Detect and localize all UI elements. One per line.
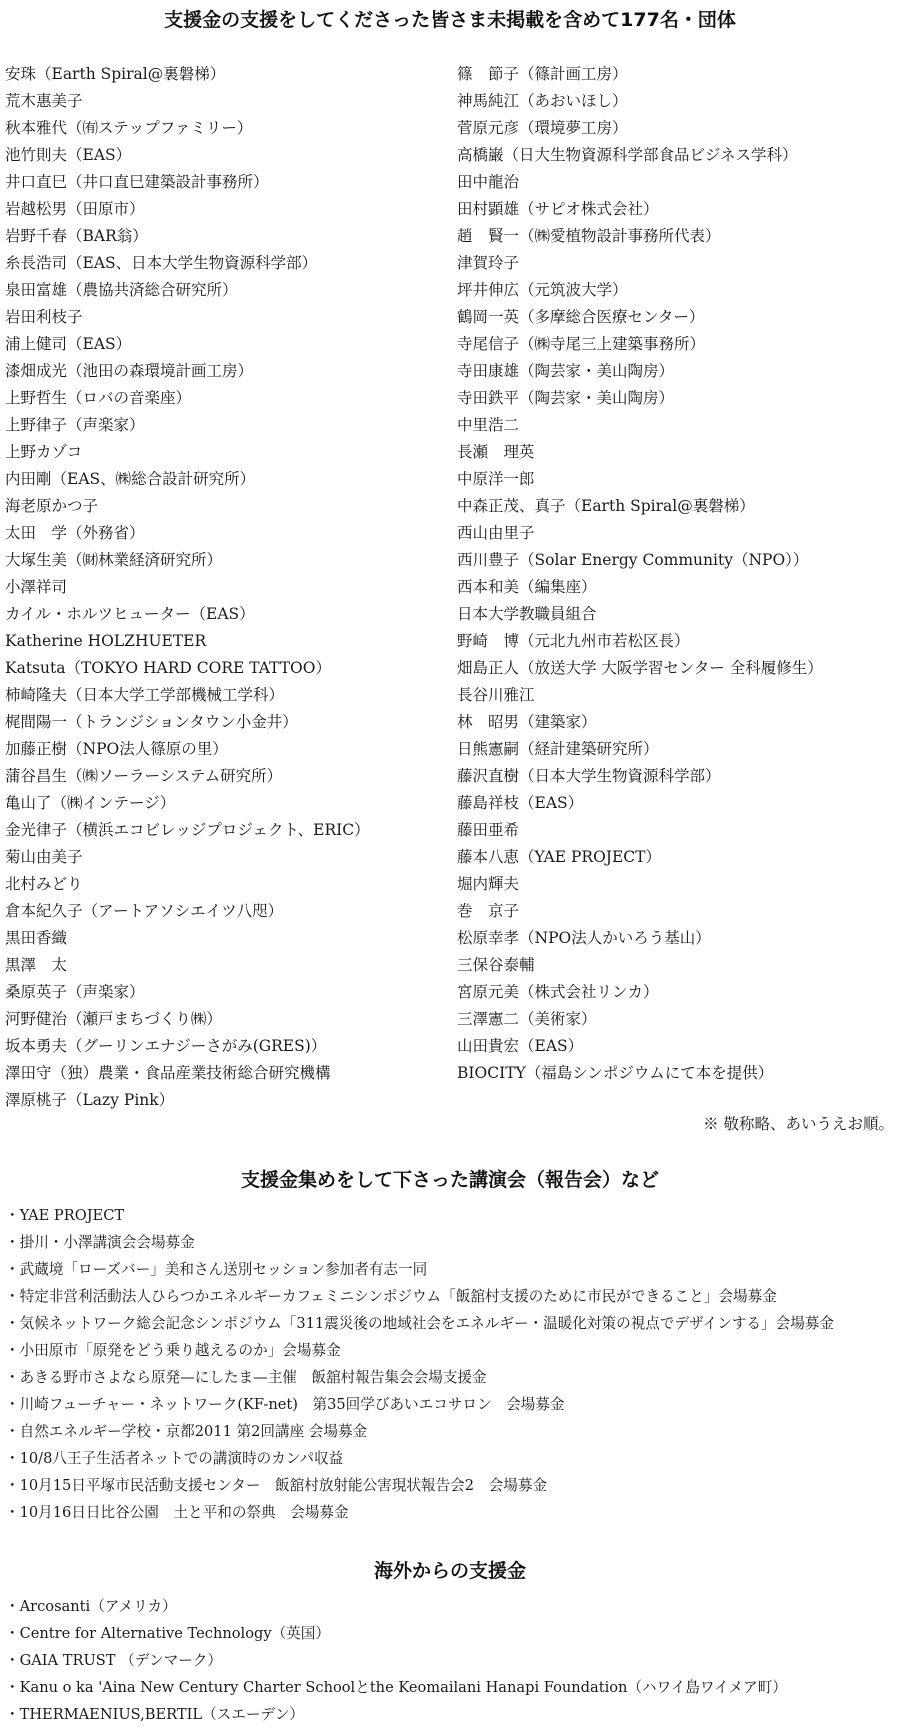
list-item: 藤島祥枝（EAS） <box>457 794 584 812</box>
list-item: 黒田香織 <box>5 929 68 947</box>
list-item: Katsuta（TOKYO HARD CORE TATTOO） <box>5 659 331 677</box>
honorific-note: ※ 敬称略、あいうえお順。 <box>703 1115 894 1133</box>
list-item: 坪井伸広（元筑波大学） <box>457 281 628 299</box>
list-item: 田村顕雄（サピオ株式会社） <box>457 200 659 218</box>
list-item: ・気候ネットワーク総会記念シンポジウム「311震災後の地域社会をエネルギー・温暖化対策の視点でデザインする」会場募金 <box>5 1315 834 1332</box>
list-item: 倉本紀久子（アートアソシエイツ八咫） <box>5 902 284 920</box>
list-item: ・Kanu o ka 'Aina New Century Charter Schoolとthe Keomailani Hanapi Foundation（ハワイ島ワイメア町） <box>5 1679 787 1696</box>
list-item: ・川崎フューチャー・ネットワーク(KF-net) 第35回学びあいエコサロン 会場募金 <box>5 1396 565 1413</box>
list-item: 梶間陽一（トランジションタウン小金井） <box>5 713 298 731</box>
list-item: 澤田守（独）農業・食品産業技術総合研究機構 <box>5 1064 331 1082</box>
list-item: 趙 賢一（㈱愛植物設計事務所代表） <box>457 227 721 245</box>
list-item: 加藤正樹（NPO法人篠原の里） <box>5 740 228 758</box>
list-item: 岩越松男（田原市） <box>5 200 145 218</box>
list-item: 太田 学（外務省） <box>5 524 145 542</box>
list-item: ・10/8八王子生活者ネットでの講演時のカンパ収益 <box>5 1450 344 1467</box>
list-item: 山田貴宏（EAS） <box>457 1037 584 1055</box>
list-item: 寺田康雄（陶芸家・美山陶房） <box>457 362 675 380</box>
list-item: 松原幸孝（NPO法人かいろう基山） <box>457 929 711 947</box>
list-item: 中里浩二 <box>457 416 520 434</box>
list-item: 三澤憲二（美術家） <box>457 1010 597 1028</box>
list-item: ・自然エネルギー学校・京都2011 第2回講座 会場募金 <box>5 1423 368 1440</box>
list-item: 長瀬 理英 <box>457 443 535 461</box>
overseas-heading: 海外からの支援金 <box>373 1560 526 1582</box>
list-item: 中原洋一郎 <box>457 470 535 488</box>
list-item: Katherine HOLZHUETER <box>5 632 207 650</box>
list-item: 海老原かつ子 <box>5 497 99 515</box>
list-item: 北村みどり <box>5 875 83 893</box>
list-item: 菅原元彦（環境夢工房） <box>457 119 628 137</box>
list-item: 岩田利枝子 <box>5 308 83 326</box>
list-item: ・掛川・小澤講演会会場募金 <box>5 1234 195 1251</box>
list-item: 大塚生美（㈶林業経済研究所） <box>5 551 223 569</box>
list-item: ・THERMAENIUS,BERTIL（スエーデン） <box>5 1706 304 1723</box>
list-item: 小澤祥司 <box>5 578 68 596</box>
list-item: 上野律子（声楽家） <box>5 416 145 434</box>
list-item: 上野哲生（ロバの音楽座） <box>5 389 192 407</box>
list-item: 河野健治（瀬戸まちづくり㈱） <box>5 1010 222 1028</box>
list-item: 柿崎隆夫（日本大学工学部機械工学科） <box>5 686 285 704</box>
list-item: 西本和美（編集座） <box>457 578 597 596</box>
list-item: 菊山由美子 <box>5 848 83 866</box>
list-item: 秋本雅代（㈲ステップファミリー） <box>5 119 253 137</box>
list-item: ・小田原市「原発をどう乗り越えるのか」会場募金 <box>5 1342 341 1359</box>
list-item: 林 昭男（建築家） <box>457 713 597 731</box>
list-item: ・武蔵境「ローズバー」美和さん送別セッション参加者有志一同 <box>5 1261 428 1278</box>
list-item: ・GAIA TRUST （デンマーク） <box>5 1652 222 1669</box>
list-item: BIOCITY（福島シンポジウムにて本を提供） <box>457 1064 774 1082</box>
events-heading: 支援金集めをして下さった講演会（報告会）など <box>240 1169 659 1191</box>
list-item: 鶴岡一英（多摩総合医療センター） <box>457 308 705 326</box>
list-item: 藤沢直樹（日本大学生物資源科学部） <box>457 767 721 785</box>
list-item: ・Centre for Alternative Technology（英国） <box>5 1625 330 1642</box>
list-item: 中森正茂、真子（Earth Spiral@裏磐梯） <box>457 497 755 515</box>
list-item: 池竹則夫（EAS） <box>5 146 132 164</box>
list-item: 藤田亜希 <box>457 821 520 839</box>
list-item: 西川豊子（Solar Energy Community（NPO）） <box>457 551 809 569</box>
list-item: 内田剛（EAS、㈱総合設計研究所） <box>5 470 256 488</box>
list-item: 亀山了（㈱インテージ） <box>5 794 176 812</box>
list-item: 安珠（Earth Spiral@裏磐梯） <box>5 65 226 83</box>
list-item: ・10月16日日比谷公園 土と平和の祭典 会場募金 <box>5 1504 349 1521</box>
list-item: ・10月15日平塚市民活動支援センター 飯舘村放射能公害現状報告会2 会場募金 <box>5 1477 548 1494</box>
list-item: 堀内輝夫 <box>457 875 520 893</box>
list-item: 日熊憲嗣（経計建築研究所） <box>457 740 659 758</box>
list-item: 長谷川雅江 <box>457 686 535 704</box>
supporters-list-right <box>457 61 823 1087</box>
list-item: 高橋巌（日大生物資源科学部食品ビジネス学科） <box>457 146 798 164</box>
list-item: 糸長浩司（EAS、日本大学生物資源科学部） <box>5 254 318 272</box>
list-item: 巻 京子 <box>457 902 520 920</box>
list-item: 田中龍治 <box>457 173 520 191</box>
supporters-heading: 支援金の支援をしてくださった皆さま未掲載を含めて177名・団体 <box>164 9 736 31</box>
list-item: 坂本勇夫（グーリンエナジーさがみ(GRES)） <box>5 1037 327 1055</box>
list-item: 岩野千春（BAR翁） <box>5 227 148 245</box>
list-item: 日本大学教職員組合 <box>457 605 597 623</box>
list-item: 寺尾信子（㈱寺尾三上建築事務所） <box>457 335 706 353</box>
list-item: 蒲谷昌生（㈱ソーラーシステム研究所） <box>5 767 283 785</box>
list-item: 神馬純江（あおいほし） <box>457 92 628 110</box>
list-item: 黒澤 太 <box>5 956 68 974</box>
list-item: 浦上健司（EAS） <box>5 335 132 353</box>
list-item: 井口直巳（井口直巳建築設計事務所） <box>5 173 269 191</box>
list-item: 宮原元美（株式会社リンカ） <box>457 983 659 1001</box>
list-item: 金光律子（横浜エコビレッジプロジェクト、ERIC） <box>5 821 370 839</box>
list-item: 澤原桃子（Lazy Pink） <box>5 1091 175 1109</box>
overseas-list <box>5 1593 787 1728</box>
list-item: 漆畑成光（池田の森環境計画工房） <box>5 362 254 380</box>
list-item: ・特定非営利活動法人ひらつかエネルギーカフェミニシンポジウム「飯舘村支援のために市民ができること」会場募金 <box>5 1288 777 1305</box>
list-item: 西山由里子 <box>457 524 535 542</box>
list-item: 寺田鉄平（陶芸家・美山陶房） <box>457 389 675 407</box>
list-item: ・YAE PROJECT <box>5 1207 125 1224</box>
list-item: 津賀玲子 <box>457 254 520 272</box>
list-item: 泉田富雄（農協共済総合研究所） <box>5 281 238 299</box>
list-item: 三保谷泰輔 <box>457 956 535 974</box>
list-item: 上野カゾコ <box>5 443 83 461</box>
events-list <box>5 1202 834 1526</box>
supporters-list-left <box>5 61 370 1114</box>
list-item: 野崎 博（元北九州市若松区長） <box>457 632 690 650</box>
list-item: 畑島正人（放送大学 大阪学習センター 全科履修生） <box>457 659 823 677</box>
list-item: 桑原英子（声楽家） <box>5 983 145 1001</box>
list-item: ・Arcosanti（アメリカ） <box>5 1598 177 1615</box>
list-item: 荒木惠美子 <box>5 92 83 110</box>
list-item: ・あきる野市さよなら原発—にしたま—主催 飯舘村報告集会会場支援金 <box>5 1369 487 1386</box>
list-item: 藤本八恵（YAE PROJECT） <box>457 848 661 866</box>
list-item: カイル・ホルツヒューター（EAS） <box>5 605 255 623</box>
list-item: 篠 節子（篠計画工房） <box>457 65 628 83</box>
